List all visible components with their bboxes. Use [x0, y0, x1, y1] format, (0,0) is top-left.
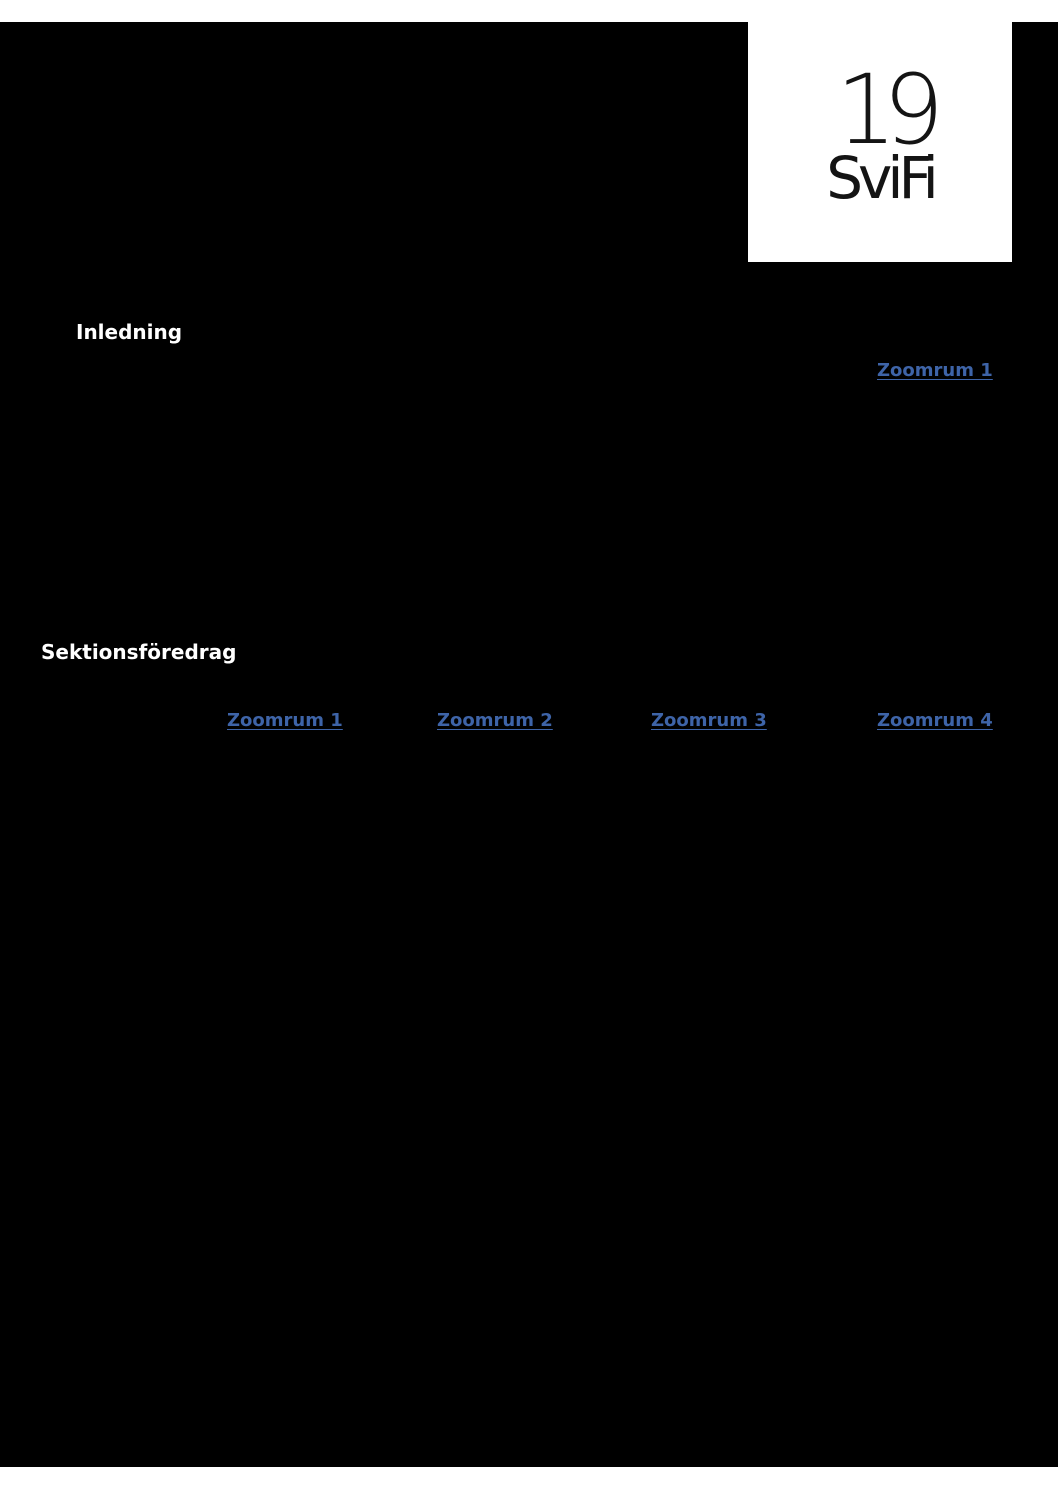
- section-heading: Sektionsföredrag: [41, 640, 237, 664]
- intro-heading: Inledning: [76, 320, 183, 344]
- section-zoom-link-2[interactable]: Zoomrum 2: [437, 710, 553, 731]
- intro-zoom-link[interactable]: Zoomrum 1: [877, 360, 993, 381]
- logo-number: 19: [835, 54, 931, 166]
- section-zoom-link-1[interactable]: Zoomrum 1: [227, 710, 343, 731]
- section-zoom-link-4[interactable]: Zoomrum 4: [877, 710, 993, 731]
- section-zoom-link-3[interactable]: Zoomrum 3: [651, 710, 767, 731]
- svifi-logo: [748, 22, 1012, 262]
- logo-wordmark: SviFi: [826, 144, 934, 212]
